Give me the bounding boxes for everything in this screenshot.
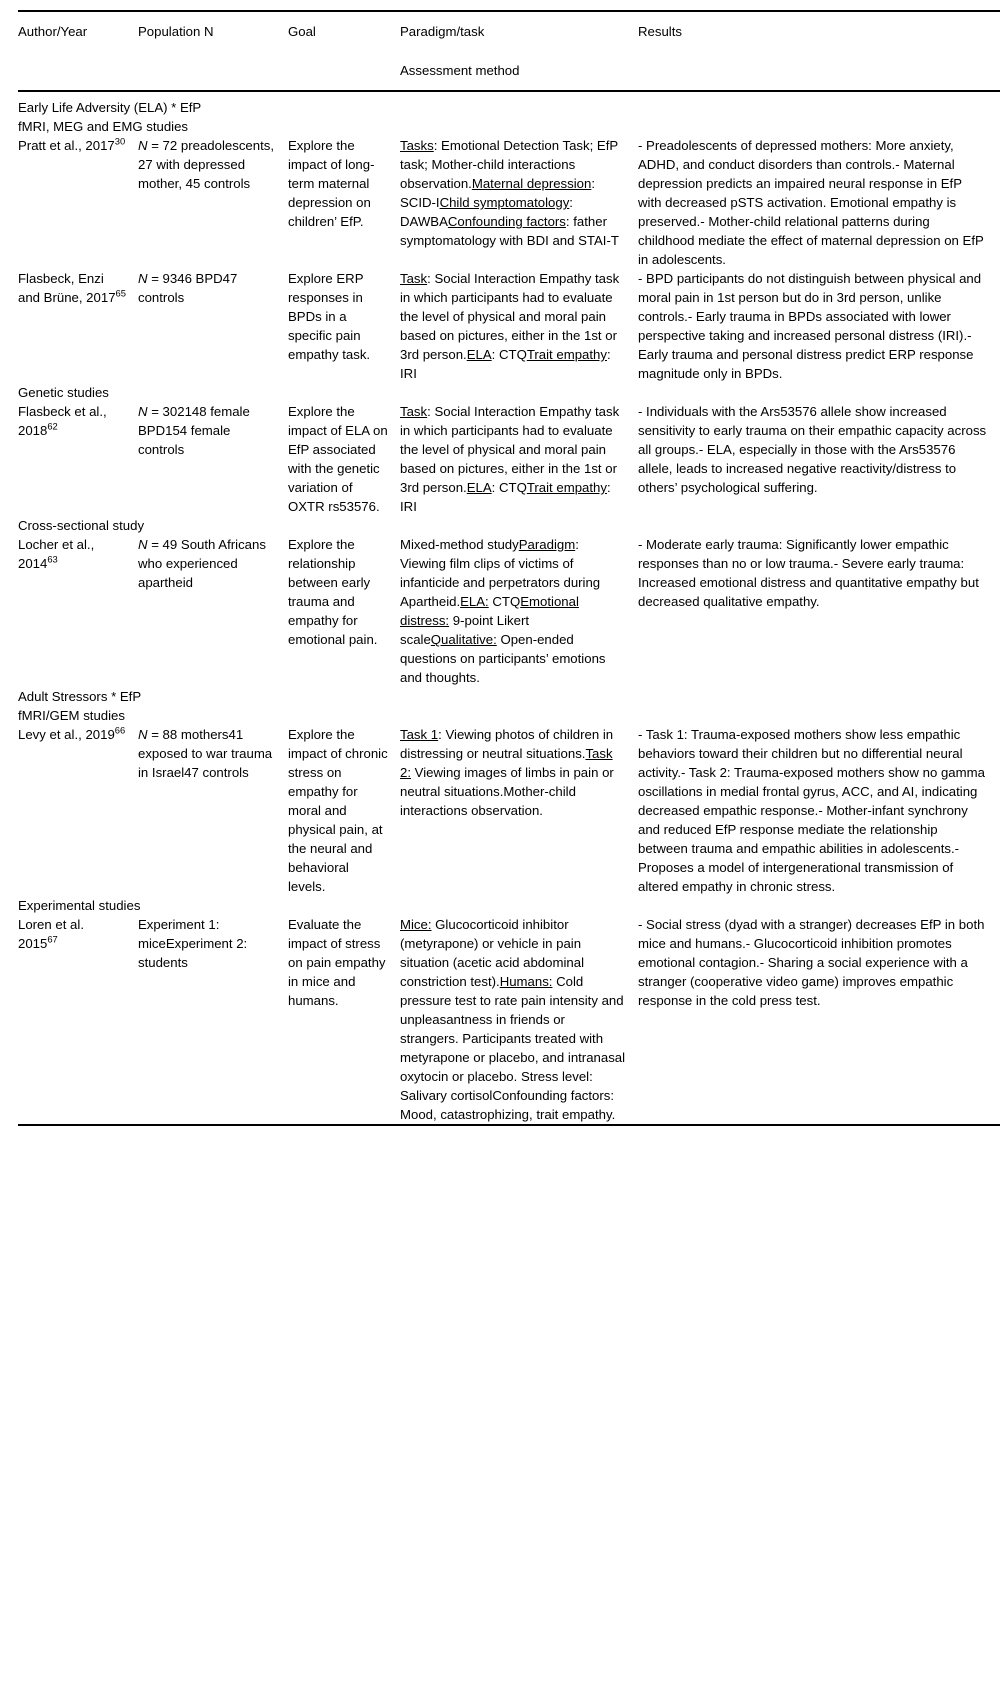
table-row [18, 402, 1000, 516]
cell-paradigm-task: Mice: Glucocorticoid inhibitor (metyrapone) or vehicle in pain situation (acetic acid abdominal constriction test).Humans: Cold pressure test to rate pain intensity and unpleasantness in friends or strangers. Participants treated with metyrapone or placebo, and intranasal oxytocin or placebo. Stress level: Salivary cortisolConfounding factors: Mood, catastrophizing, trait empathy. [400, 917, 626, 1122]
cell-population: N = 9346 BPD47 controls [138, 271, 238, 305]
cell-author-year: Loren et al. 2015$^{67}$ [18, 917, 84, 951]
measure-label: Emotional distress: [400, 594, 579, 628]
citation-superscript: 66 [114, 724, 126, 736]
section-heading [18, 383, 1000, 402]
cell-paradigm-task: Task: Social Interaction Empathy task in which participants had to evaluate the level of physical and moral pain based on pictures, either in the 1st or 3rd person.ELA: CTQTrait empathy: IRI [400, 404, 620, 514]
section-heading-line: Early Life Adversity (ELA) * EfP [18, 100, 202, 115]
measure-label: Task [400, 404, 428, 419]
n-symbol: N [138, 537, 148, 552]
column-header-label: Results [638, 24, 682, 39]
cell-paradigm-task: Task 1: Viewing photos of children in distressing or neutral situations.Task 2: Viewing images of limbs in pain or neutral situations.Mother-child interactions observation. [400, 727, 614, 818]
column-header-3 [288, 12, 400, 91]
section-heading-row [18, 896, 1000, 915]
section-heading-line: Cross-sectional study [18, 518, 145, 533]
cell-results: - Social stress (dyad with a stranger) decreases EfP in both mice and humans.- Glucocorticoid inhibition promotes emotional contagion.- Sharing a social experience with a stranger (cooperative video game) improves empathic response in the cold press test. [638, 917, 985, 1008]
section-heading [18, 92, 1000, 136]
n-symbol: N [138, 138, 148, 153]
section-heading-line: Genetic studies [18, 385, 109, 400]
measure-label: ELA: [460, 594, 489, 609]
measure-label: Maternal depression [471, 176, 592, 191]
cell-goal: Explore the impact of long-term maternal depression on children’ EfP. [288, 138, 375, 229]
column-header-4 [400, 12, 638, 91]
section-heading [18, 687, 1000, 725]
measure-label: Task 1 [400, 727, 439, 742]
table-row [18, 725, 1000, 896]
cell-author-year: Locher et al., 2014$^{63}$ [18, 537, 95, 571]
cell-results: - Task 1: Trauma-exposed mothers show less empathic behaviors toward their children but no differential neural activity.- Task 2: Trauma-exposed mothers show no gamma oscillations in medial frontal gyrus, ACC, and AI, indicating decreased empathic response.- Mother-infant synchrony and reduced EfP response mediate the relationship between trauma and empathic abilities in adolescents.- Proposes a model of intergenerational transmission of altered empathy in chronic stress. [638, 727, 985, 894]
section-heading-line: Adult Stressors * EfP [18, 689, 142, 704]
cell-goal: Explore the impact of ELA on EfP associated with the genetic variation of OXTR rs53576. [288, 404, 388, 514]
cell-author-year: Flasbeck, Enzi and Brüne, 2017$^{65}$ [18, 271, 126, 305]
column-header-label: Paradigm/task [400, 24, 485, 39]
citation-superscript: 63 [47, 553, 58, 565]
measure-label: Task 2: [400, 746, 613, 780]
cell-author-year: Flasbeck et al., 2018$^{62}$ [18, 404, 107, 438]
column-header-5 [638, 12, 1000, 91]
table-row [18, 136, 1000, 269]
cell-goal: Evaluate the impact of stress on pain empathy in mice and humans. [288, 917, 386, 1008]
measure-label: Mice: [400, 917, 432, 932]
column-header-label: Population N [138, 24, 214, 39]
measure-label: Child symptomatology [439, 195, 570, 210]
n-symbol: N [138, 404, 148, 419]
cell-goal: Explore the impact of chronic stress on empathy for moral and physical pain, at the neural and behavioral levels. [288, 727, 388, 894]
column-header-label: Goal [288, 24, 316, 39]
measure-label: Tasks [400, 138, 434, 153]
table-row [18, 915, 1000, 1125]
review-table [18, 10, 1000, 1126]
section-heading-line: Experimental studies [18, 898, 141, 913]
section-heading-line: fMRI, MEG and EMG studies [18, 119, 189, 134]
cell-results: - BPD participants do not distinguish between physical and moral pain in 1st person but do in 3rd person, unlike controls.- Early trauma in BPDs associated with lower perspective taking and increased personal distress (IRI).- Early trauma and personal distress predict ERP response magnitude only in BPDs. [638, 271, 982, 381]
measure-label: ELA [466, 347, 492, 362]
cell-paradigm-task: Tasks: Emotional Detection Task; EfP task; Mother-child interactions observation.Maternal depression: SCID-IChild symptomatology: DAWBAConfounding factors: father symptomatology with BDI and STAI-T [400, 138, 619, 248]
cell-population: N = 302148 female BPD154 female controls [138, 404, 250, 457]
cell-goal: Explore the relationship between early trauma and empathy for emotional pain. [288, 537, 378, 647]
cell-paradigm-task: Mixed-method studyParadigm: Viewing film clips of victims of infanticide and perpetrators during Apartheid.ELA: CTQEmotional distress: 9-point Likert scaleQualitative: Open-ended questions on participants’ emotions and thoughts. [400, 537, 606, 685]
section-heading-line: fMRI/GEM studies [18, 708, 125, 723]
column-header-sublabel: Assessment method [400, 63, 520, 78]
section-heading-row [18, 516, 1000, 535]
cell-population: N = 72 preadolescents, 27 with depressed mother, 45 controls [138, 138, 274, 191]
table-bottom-rule [18, 1125, 1000, 1126]
section-heading-row [18, 92, 1000, 136]
measure-label: Paradigm [518, 537, 576, 552]
column-header-1 [18, 12, 138, 91]
n-symbol: N [138, 271, 148, 286]
measure-label: Trait empathy [526, 347, 607, 362]
cell-results: - Individuals with the Ars53576 allele show increased sensitivity to early trauma on their empathic capacity across all groups.- ELA, especially in those with the Ars53576 allele, leads to increased negative reactivity/distress to others’ psychological suffering. [638, 404, 987, 495]
table-row [18, 535, 1000, 687]
cell-results: - Preadolescents of depressed mothers: More anxiety, ADHD, and conduct disorders than controls.- Maternal depression predicts an impaired neural response in EfP with decreased pSTS activation. Emotional empathy is preserved.- Mother-child relational patterns during childhood mediate the effect of maternal depression on EfP in adolescents. [638, 138, 984, 267]
citation-superscript: 67 [47, 933, 58, 945]
table-header-row [18, 12, 1000, 91]
citation-superscript: 62 [47, 420, 58, 432]
measure-label: Humans: [499, 974, 553, 989]
measure-label: Qualitative: [430, 632, 497, 647]
column-header-2 [138, 12, 288, 91]
column-header-label: Author/Year [18, 24, 88, 39]
measure-label: ELA [466, 480, 492, 495]
cell-author-year: Pratt et al., 2017$^{30}$ [18, 135, 126, 153]
cell-paradigm-task: Task: Social Interaction Empathy task in which participants had to evaluate the level of physical and moral pain based on pictures, either in the 1st or 3rd person.ELA: CTQTrait empathy: IRI [400, 271, 620, 381]
section-heading [18, 896, 1000, 915]
citation-superscript: 30 [114, 135, 126, 147]
table-row [18, 269, 1000, 383]
cell-population: Experiment 1: miceExperiment 2: students [138, 917, 248, 970]
cell-population: N = 49 South Africans who experienced apartheid [138, 537, 266, 590]
n-symbol: N [138, 727, 148, 742]
measure-label: Task [400, 271, 428, 286]
section-heading-row [18, 687, 1000, 725]
cell-author-year: Levy et al., 2019$^{66}$ [18, 724, 126, 742]
measure-label: Confounding factors [447, 214, 566, 229]
measure-label: Trait empathy [526, 480, 607, 495]
section-heading [18, 516, 1000, 535]
cell-goal: Explore ERP responses in BPDs in a specific pain empathy task. [288, 271, 371, 362]
citation-superscript: 65 [115, 287, 126, 299]
cell-population: N = 88 mothers41 exposed to war trauma in Israel47 controls [138, 727, 273, 780]
section-heading-row [18, 383, 1000, 402]
cell-results: - Moderate early trauma: Significantly lower empathic responses than no or low trauma.- Severe early trauma: Increased emotional distress and quantitative empathy but decreased qualitative empathy. [638, 537, 979, 609]
